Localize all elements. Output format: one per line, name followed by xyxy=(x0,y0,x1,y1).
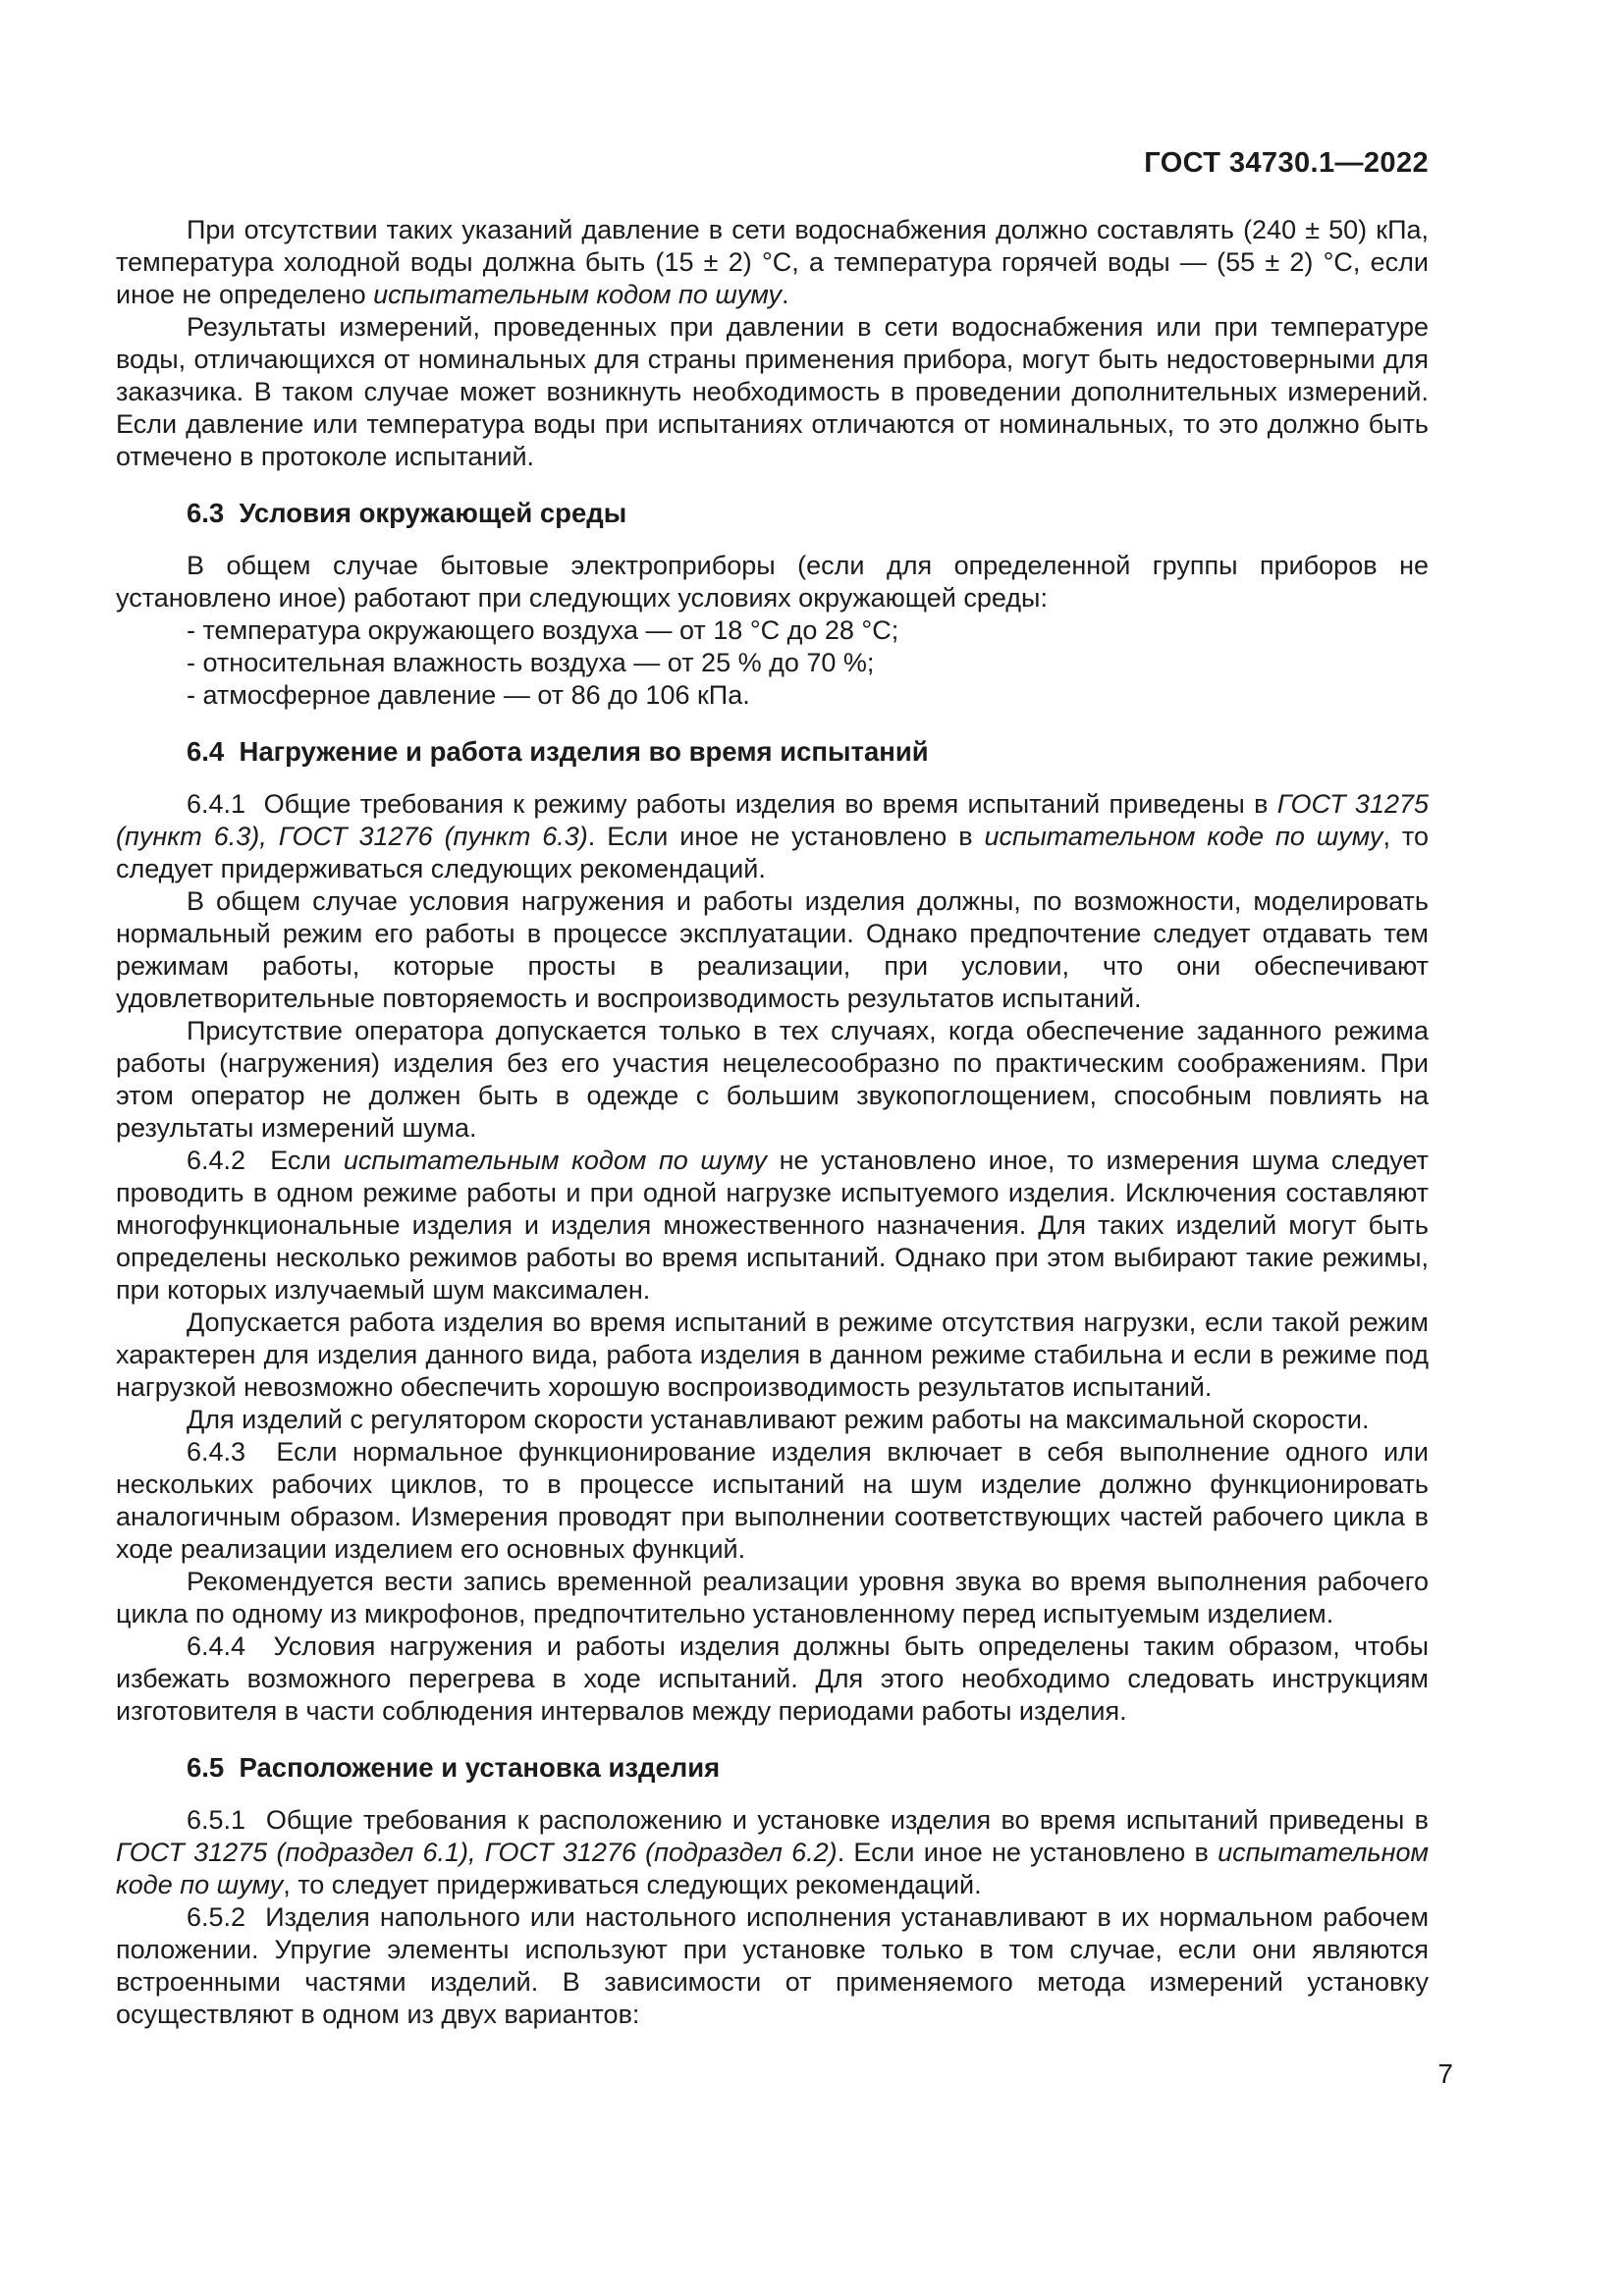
paragraph xyxy=(116,1901,1429,2031)
text-run: Присутствие оператора допускается только в тех случаях, когда обеспечение заданного режима работы (нагружения) изделия без его участия нецелесообразно по практическим соображениям. При этом оператор не должен быть в одежде с большим звукопоглощением, способным повлиять на результаты измерений шума. xyxy=(116,1016,1429,1143)
text-run: 6.5 Расположение и установка изделия xyxy=(187,1752,721,1783)
paragraph xyxy=(116,1436,1429,1566)
italic-text-run: испытательным кодом по шуму xyxy=(373,280,783,309)
section-heading xyxy=(116,1751,1429,1784)
italic-text-run: испытательном коде по шуму xyxy=(116,1838,1429,1899)
text-run: В общем случае условия нагружения и работы изделия должны, по возможности, моделировать нормальный режим его работы в процессе эксплуатации. Однако предпочтение следует отдавать тем режимам работы, которые просты в реализации, при условии, что они обеспечивают удовлетворительные повторяемость и воспроизводимость результатов испытаний. xyxy=(116,886,1429,1013)
list-item xyxy=(116,647,1429,679)
section-heading xyxy=(116,497,1429,529)
text-run: - температура окружающего воздуха — от 18 °С до 28 °С; xyxy=(187,615,899,645)
text-run: Допускается работа изделия во время испытаний в режиме отсутствия нагрузки, если такой режим характерен для изделия данного вида, работа изделия в данном режиме стабильна и если в режиме под нагрузкой невозможно обеспечить хорошую воспроизводимость результатов испытаний. xyxy=(116,1308,1429,1402)
list-item xyxy=(116,679,1429,712)
text-run: 6.4 Нагружение и работа изделия во время испытаний xyxy=(187,736,929,767)
document-body xyxy=(116,214,1429,2031)
paragraph xyxy=(116,1566,1429,1630)
text-run: 6.4.3 Если нормальное функционирование изделия включает в себя выполнение одного или нескольких рабочих циклов, то в процессе испытаний на шум изделие должно функционировать аналогичным образом. Измерения проводят при выполнении соответствующих частей рабочего цикла в ходе реализации изделием его основных функций. xyxy=(116,1437,1429,1564)
text-run: . Если иное не установлено в xyxy=(587,822,985,851)
text-run: Рекомендуется вести запись временной реализации уровня звука во время выполнения рабочего цикла по одному из микрофонов, предпочтительно установленному перед испытуемым изделием. xyxy=(116,1567,1429,1629)
paragraph xyxy=(116,1145,1429,1307)
text-run: 6.4.4 Условия нагружения и работы изделия должны быть определены таким образом, чтобы избежать возможного перегрева в ходе испытаний. Для этого необходимо следовать инструкциям изготовителя в части соблюдения интервалов между периодами работы изделия. xyxy=(116,1631,1429,1726)
text-run: 6.5.2 Изделия напольного или настольного исполнения устанавливают в их нормальном рабочем положении. Упругие элементы используют при установке только в том случае, если они являются встроенными частями изделий. В зависимости от применяемого метода измерений установку осуществляют в одном из двух вариантов: xyxy=(116,1902,1429,2029)
paragraph xyxy=(116,788,1429,885)
italic-text-run: ГОСТ 31275 (подраздел 6.1), ГОСТ 31276 (подраздел 6.2) xyxy=(116,1838,838,1867)
paragraph xyxy=(116,1630,1429,1728)
text-run: , то следует придерживаться следующих рекомендаций. xyxy=(283,1870,982,1899)
paragraph xyxy=(116,1307,1429,1404)
italic-text-run: испытательным кодом по шуму xyxy=(343,1146,768,1175)
text-run: 6.4.1 Общие требования к режиму работы изделия во время испытаний приведены в xyxy=(187,789,1277,819)
text-run: При отсутствии таких указаний давление в сети водоснабжения должно составлять (240 ± 50) кПа, температура холодной воды должна быть (15 ± 2) °С, а температура горячей воды — (55 ± 2) °С, если иное не определено xyxy=(116,215,1429,309)
paragraph xyxy=(116,1404,1429,1436)
text-run: Для изделий с регулятором скорости устанавливают режим работы на максимальной скорости. xyxy=(187,1405,1370,1434)
list-item xyxy=(116,614,1429,647)
text-run: - относительная влажность воздуха — от 25 % до 70 %; xyxy=(187,648,875,677)
paragraph xyxy=(116,214,1429,311)
text-run: - атмосферное давление — от 86 до 106 кПа. xyxy=(187,680,750,710)
italic-text-run: испытательном коде по шуму xyxy=(984,822,1383,851)
text-run: Результаты измерений, проведенных при давлении в сети водоснабжения или при температуре воды, отличающихся от номинальных для страны применения прибора, могут быть недостоверными для заказчика. В таком случае может возникнуть необходимость в проведении дополнительных измерений. Если давление или температура воды при испытаниях отличаются от номинальных, то это должно быть отмечено в протоколе испытаний. xyxy=(116,312,1429,471)
paragraph xyxy=(116,311,1429,473)
section-heading xyxy=(116,735,1429,768)
text-run: . Если иное не установлено в xyxy=(837,1838,1218,1867)
running-header: ГОСТ 34730.1—2022 xyxy=(1144,147,1429,179)
text-run: не установлено иное, то измерения шума следует проводить в одном режиме работы и при одной нагрузке испытуемого изделия. Исключения составляют многофункциональные изделия и изделия множественного назначения. Для таких изделий могут быть определены несколько режимов работы во время испытаний. Однако при этом выбирают такие режимы, при которых излучаемый шум максимален. xyxy=(116,1146,1429,1305)
italic-text-run: ГОСТ 31275 (пункт 6.3), ГОСТ 31276 (пункт 6.3) xyxy=(116,789,1430,851)
paragraph xyxy=(116,885,1429,1015)
paragraph xyxy=(116,1015,1429,1145)
paragraph xyxy=(116,1804,1429,1901)
text-run: 6.3 Условия окружающей среды xyxy=(187,498,627,528)
text-run: 6.4.2 Если xyxy=(187,1146,344,1175)
text-run: . xyxy=(782,280,789,309)
paragraph xyxy=(116,550,1429,614)
text-run: 6.5.1 Общие требования к расположению и установке изделия во время испытаний приведены в xyxy=(187,1805,1429,1835)
page-number: 7 xyxy=(1437,2058,1453,2089)
text-run: В общем случае бытовые электроприборы (если для определенной группы приборов не установлено иное) работают при следующих условиях окружающей среды: xyxy=(116,551,1429,613)
text-run: , то следует придерживаться следующих рекомендаций. xyxy=(116,822,1429,883)
